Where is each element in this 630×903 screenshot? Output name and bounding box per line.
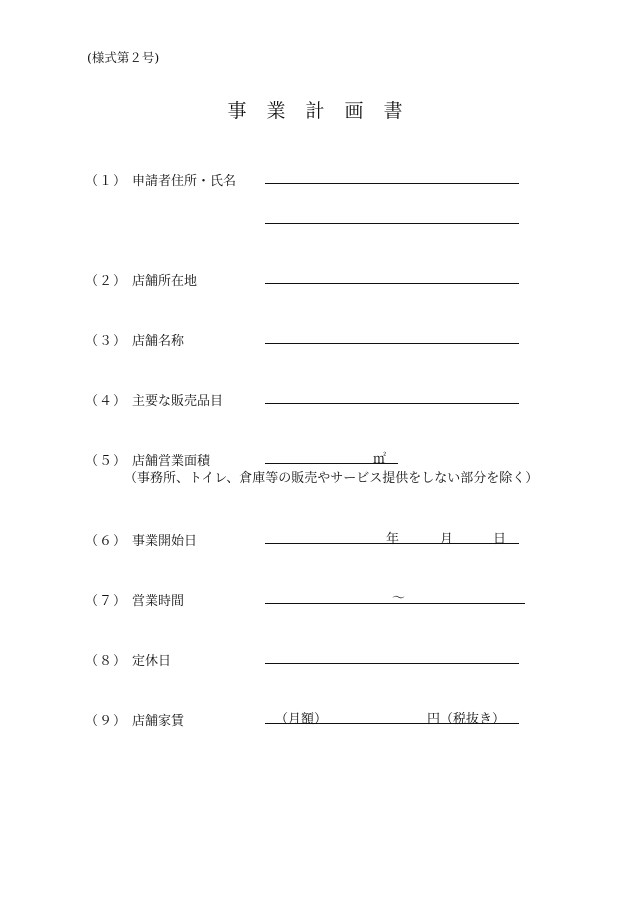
item-label-holidays: 定休日 [132,654,172,669]
applicant-address-field[interactable] [265,183,519,184]
item-number: （１） [85,174,128,189]
date-year-label: 年 [386,532,400,547]
date-month-label: 月 [440,532,454,547]
title-char: 書 [383,100,403,122]
item-number: （８） [85,654,128,669]
applicant-name-field[interactable] [265,223,519,224]
item-number: （９） [85,714,128,729]
holidays-field[interactable] [265,663,519,664]
item-label-store-name: 店舗名称 [132,334,185,349]
item-label-applicant: 申請者住所・氏名 [132,174,237,189]
title-char: 事 [227,100,247,122]
floor-area-unit: ㎡ [373,452,387,467]
products-field[interactable] [265,403,519,404]
store-location-field[interactable] [265,283,519,284]
item-label-floor-area: 店舗営業面積 [132,454,211,469]
title-char: 計 [305,100,325,122]
store-name-field[interactable] [265,343,519,344]
rent-suffix: 円（税抜き） [427,712,506,727]
item-label-start-date: 事業開始日 [132,534,198,549]
title-char: 画 [344,100,364,122]
item-number: （２） [85,274,128,289]
item-label-location: 店舗所在地 [132,274,198,289]
page-title [0,96,630,123]
floor-area-note: （事務所、トイレ、倉庫等の販売やサービス提供をしない部分を除く） [124,471,539,486]
item-number: （６） [85,534,128,549]
hours-separator: ～ [392,591,406,606]
rent-prefix: （月額） [275,712,328,727]
item-label-hours: 営業時間 [132,594,185,609]
item-label-rent: 店舗家賃 [132,714,185,729]
item-label-products: 主要な販売品目 [132,394,224,409]
item-number: （５） [85,454,128,469]
item-number: （４） [85,394,128,409]
title-char: 業 [266,100,286,122]
item-number: （７） [85,594,128,609]
item-number: （３） [85,334,128,349]
form-number: (様式第２号) [87,50,160,65]
date-day-label: 日 [493,532,507,547]
